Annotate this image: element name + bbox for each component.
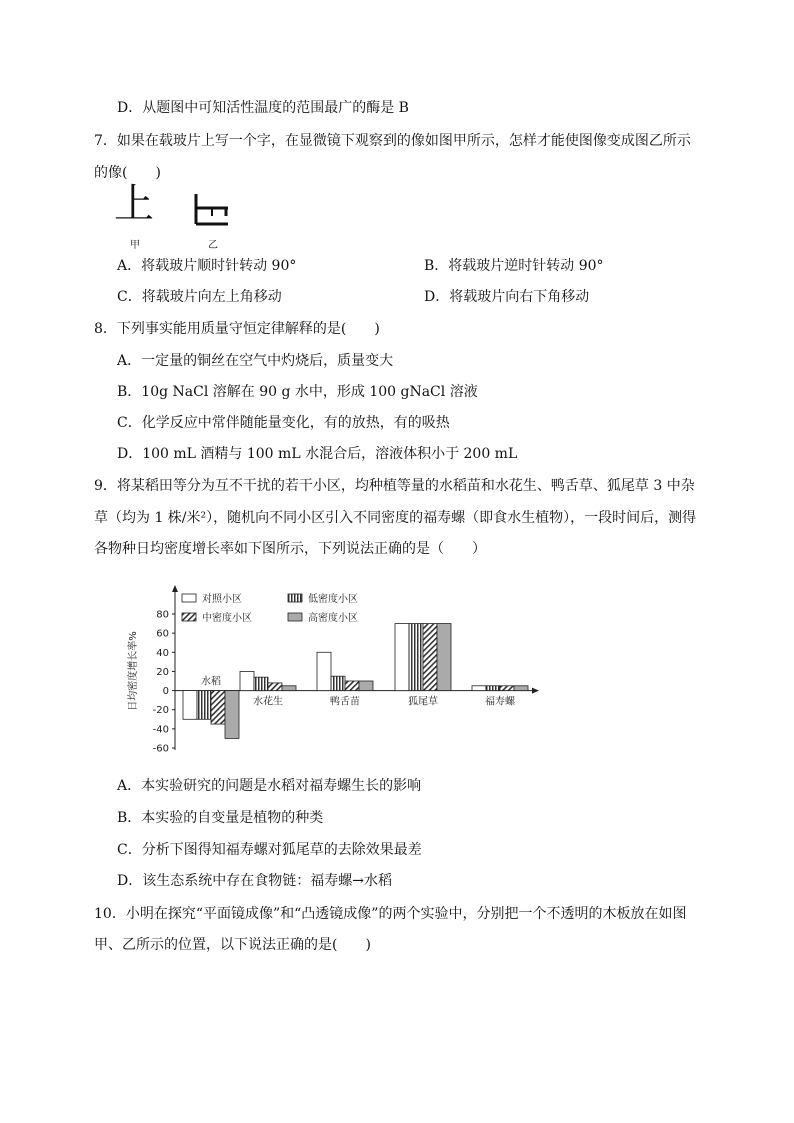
category-label: 狐尾草 [408, 696, 438, 708]
bar [437, 624, 451, 691]
q9-option-c: C．分析下图得知福寿螺对狐尾草的去除效果最差 [117, 842, 422, 858]
q9-option-a: A．本实验研究的问题是水稻对福寿螺生长的影响 [117, 778, 422, 794]
y-tick-label: 60 [156, 628, 169, 640]
q7-option-b: B．将载玻片逆时针转动 90° [424, 258, 604, 274]
category-label: 鸭舌苗 [330, 696, 360, 708]
y-tick-label: -20 [152, 705, 169, 717]
y-tick-label: 20 [156, 666, 169, 678]
q10-stem-line1: 10．小明在探究“平面镜成像”和“凸透镜成像”的两个实验中，分别把一个不透明的木板放在如图 [94, 906, 687, 922]
q8-stem: 8．下列事实能用质量守恒定律解释的是( ) [94, 321, 380, 337]
figure-7-jia-label: 甲 [130, 240, 140, 251]
bar [486, 686, 500, 691]
bar [409, 624, 423, 691]
legend-swatch [288, 613, 302, 621]
bar [211, 691, 225, 725]
bar [331, 676, 345, 690]
legend-swatch [288, 594, 302, 602]
q9-stem-line1: 9．将某稻田等分为互不干扰的若干小区，均种植等量的水稻苗和水花生、鸭舌草、狐尾草 3 中杂 [94, 478, 695, 494]
x-axis-arrow [532, 688, 539, 694]
q10-stem-line2: 甲、乙所示的位置，以下说法正确的是( ) [94, 937, 371, 953]
figure-7-jia-char: 上 [114, 181, 154, 227]
legend-label: 低密度小区 [308, 594, 358, 605]
q7-option-a: A．将载玻片顺时针转动 90° [117, 258, 297, 274]
category-label: 福寿螺 [485, 696, 515, 708]
bar [423, 624, 437, 691]
q8-option-b: B．10g NaCl 溶解在 90 g 水中，形成 100 gNaCl 溶液 [117, 384, 478, 400]
figure-7 [110, 181, 250, 251]
y-tick-label: 40 [156, 647, 169, 659]
q7-option-c: C．将载玻片向左上角移动 [117, 289, 282, 305]
bar [500, 686, 514, 691]
bar [268, 683, 282, 691]
legend-swatch [182, 594, 196, 602]
q9-stem-line3: 各物种日均密度增长率如下图所示，下列说法正确的是（ ） [94, 541, 486, 557]
bar [317, 652, 331, 690]
q9-stem-line2: 草（均为 1 株/米²），随机向不同小区引入不同密度的福寿螺（即食水生植物），一段时间后，测得 [94, 510, 697, 526]
y-tick-label: -60 [152, 743, 169, 755]
legend-label: 对照小区 [202, 594, 242, 605]
q9-option-d: D．该生态系统中存在食物链：福寿螺→水稻 [117, 873, 392, 889]
bar [359, 681, 373, 691]
q8-option-d: D．100 mL 酒精与 100 mL 水混合后，溶液体积小于 200 mL [117, 446, 518, 462]
y-tick-label: -40 [152, 724, 169, 736]
bar [282, 686, 296, 691]
q9-bar-chart [120, 580, 550, 770]
q8-option-c: C．化学反应中常伴随能量变化，有的放热，有的吸热 [117, 415, 450, 431]
y-axis-arrow [172, 585, 178, 592]
q7-stem-line1: 7．如果在载玻片上写一个字，在显微镜下观察到的像如图甲所示，怎样才能使图像变成图乙所示 [94, 133, 691, 149]
q9-option-b: B．本实验的自变量是植物的种类 [117, 810, 324, 826]
category-label: 水花生 [253, 696, 283, 708]
bar [345, 681, 359, 691]
y-axis-label: 日均密度增长率% [128, 631, 139, 711]
y-tick-label: 0 [162, 686, 169, 698]
q7-option-d: D．将载玻片向右下角移动 [424, 289, 590, 305]
bar [514, 686, 528, 691]
legend-label: 高密度小区 [308, 613, 358, 624]
bar [254, 677, 268, 690]
line-q6-d: D．从题图中可知活性温度的范围最广的酶是 B [117, 100, 409, 116]
category-label: 水稻 [201, 676, 221, 688]
bar [225, 691, 239, 739]
bar [197, 691, 211, 720]
legend-label: 中密度小区 [202, 613, 252, 624]
legend-swatch [182, 613, 196, 621]
q8-option-a: A．一定量的铜丝在空气中灼烧后，质量变大 [117, 353, 394, 369]
bar [183, 691, 197, 720]
q7-stem-line2: 的像( ) [94, 165, 161, 181]
bar [395, 624, 409, 691]
figure-7-yi-glyph [192, 192, 232, 228]
bar [240, 671, 254, 690]
bar [472, 686, 486, 691]
figure-7-yi-label: 乙 [208, 240, 218, 251]
y-tick-label: 80 [156, 609, 169, 621]
